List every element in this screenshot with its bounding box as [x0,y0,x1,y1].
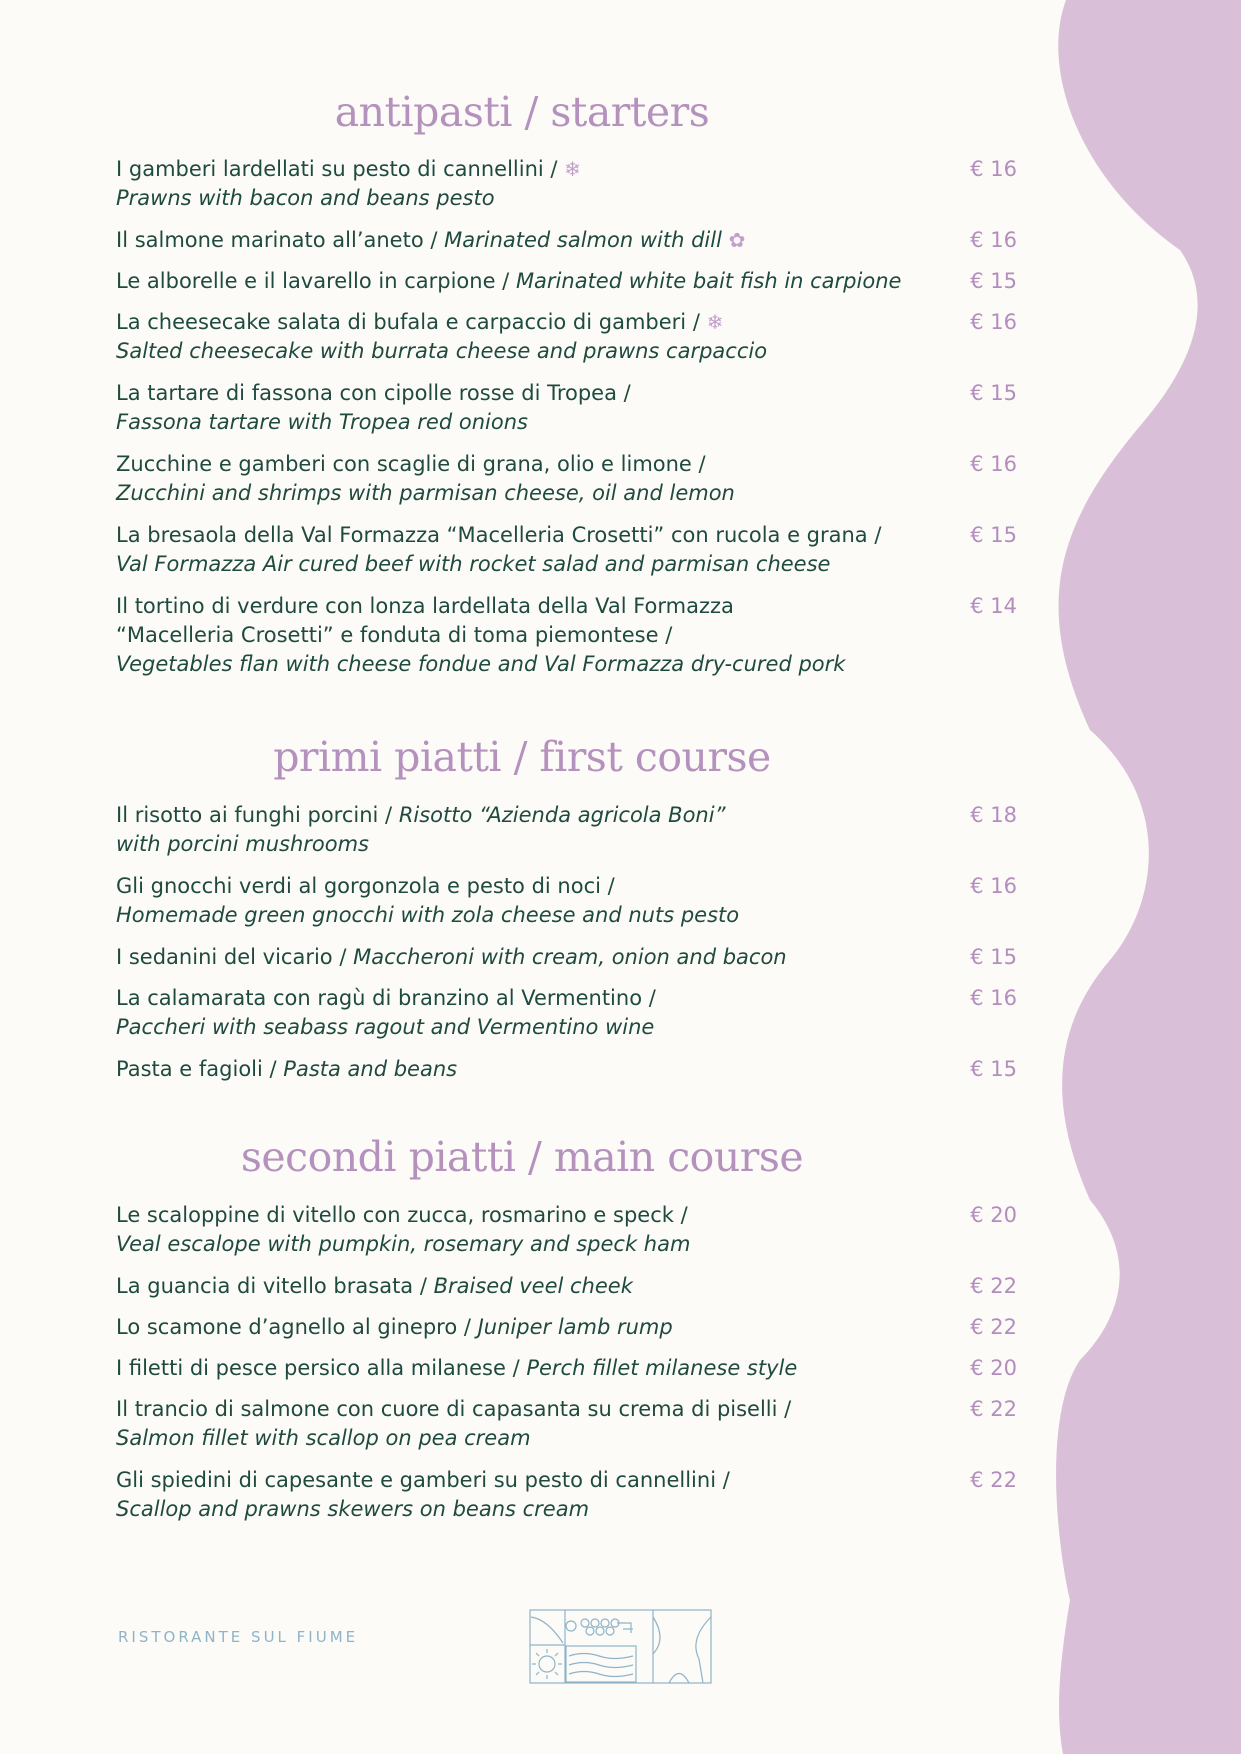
item-name-it: La tartare di fassona con cipolle rosse di Tropea / [116,381,631,405]
item-price: € 22 [970,1468,1017,1492]
section-title-secondi: secondi piatti / main course [240,1133,804,1181]
menu-item [116,1055,1016,1084]
menu-item [116,592,1016,679]
item-name-it: Zucchine e gamberi con scaglie di grana, olio e limone / [116,452,706,476]
item-price: € 18 [970,803,1017,827]
item-name-en: Perch fillet milanese style [526,1356,798,1380]
flower-icon: ✿ [728,228,746,252]
item-name-it: Gli spiedini di capesante e gamberi su pesto di cannellini / [116,1468,730,1492]
item-name-en: Marinated salmon with dill [444,228,722,252]
menu-item [116,1272,1016,1301]
menu-item [116,521,1016,579]
item-name-it: Lo scamone d’agnello al ginepro / [116,1315,471,1339]
section-title-antipasti: antipasti / starters [334,88,710,136]
restaurant-name: RISTORANTE SUL FIUME [118,1628,359,1646]
item-name-en: Marinated white bait fish in carpione [515,269,902,293]
menu-item [116,801,1016,859]
item-name-it: La calamarata con ragù di branzino al Vermentino / [116,986,656,1010]
item-name-en: Fassona tartare with Tropea red onions [116,410,528,434]
item-price: € 22 [970,1274,1017,1298]
item-price: € 20 [970,1356,1017,1380]
item-name-en: Risotto “Azienda agricola Boni” with porcini mushrooms [116,803,726,856]
item-name-it: Gli gnocchi verdi al gorgonzola e pesto di noci / [116,874,615,898]
menu-item [116,943,1016,972]
item-name-it: I sedanini del vicario / [116,945,347,969]
item-name-it: Le alborelle e il lavarello in carpione / [116,269,510,293]
item-name-en: Zucchini and shrimps with parmisan cheese, oil and lemon [116,481,735,505]
menu-item [116,1354,1016,1383]
menu-item [116,267,1016,296]
item-name-it: La cheesecake salata di bufala e carpaccio di gamberi / [116,310,700,334]
item-name-it: I gamberi lardellati su pesto di cannellini / [116,157,558,181]
menu-item [116,155,1016,213]
menu-item [116,872,1016,930]
item-price: € 22 [970,1315,1017,1339]
item-name-en: Maccheroni with cream, onion and bacon [353,945,787,969]
item-price: € 20 [970,1203,1017,1227]
menu-item [116,1466,1016,1524]
section-title-primi: primi piatti / first course [273,733,771,781]
item-name-it: I filetti di pesce persico alla milanese / [116,1356,520,1380]
restaurant-logo-icon [529,1609,712,1684]
item-name-en: Braised veel cheek [433,1274,633,1298]
item-name-en: Scallop and prawns skewers on beans cream [116,1497,590,1521]
item-name-en: Homemade green gnocchi with zola cheese and nuts pesto [116,903,740,927]
item-price: € 16 [970,874,1017,898]
item-name-it: Il tortino di verdure con lonza lardellata della Val Formazza “Macelleria Crosetti” e fonduta di toma piemontese / [116,594,734,647]
item-price: € 15 [970,945,1017,969]
item-name-it: Il salmone marinato all’aneto / [116,228,438,252]
menu-item [116,226,1016,255]
menu-item [116,308,1016,366]
menu-item [116,379,1016,437]
item-price: € 22 [970,1397,1017,1421]
item-name-en: Vegetables flan with cheese fondue and Val Formazza dry-cured pork [116,652,846,676]
snowflake-icon: ❄ [564,157,581,181]
menu-item [116,450,1016,508]
item-name-en: Salmon fillet with scallop on pea cream [116,1426,531,1450]
item-name-en: Paccheri with seabass ragout and Vermentino wine [116,1015,655,1039]
item-name-en: Juniper lamb rump [477,1315,673,1339]
item-price: € 15 [970,381,1017,405]
menu-item [116,1313,1016,1342]
item-price: € 14 [970,594,1017,618]
item-price: € 15 [970,269,1017,293]
item-name-it: Le scaloppine di vitello con zucca, rosmarino e speck / [116,1203,688,1227]
item-name-en: Salted cheesecake with burrata cheese and prawns carpaccio [116,339,768,363]
item-price: € 15 [970,523,1017,547]
item-name-en: Val Formazza Air cured beef with rocket salad and parmisan cheese [116,552,831,576]
item-price: € 16 [970,452,1017,476]
snowflake-icon: ❄ [706,310,724,334]
menu-item [116,1395,1016,1453]
item-name-it: Il trancio di salmone con cuore di capasanta su crema di piselli / [116,1397,792,1421]
item-name-it: La bresaola della Val Formazza “Macelleria Crosetti” con rucola e grana / [116,523,882,547]
item-name-it: Pasta e fagioli / [116,1057,277,1081]
item-name-en: Veal escalope with pumpkin, rosemary and speck ham [116,1232,691,1256]
item-price: € 16 [970,157,1017,181]
item-price: € 16 [970,228,1017,252]
menu-item [116,1201,1016,1259]
item-price: € 15 [970,1057,1017,1081]
item-price: € 16 [970,986,1017,1010]
item-name-en: Pasta and beans [283,1057,458,1081]
item-name-it: La guancia di vitello brasata / [116,1274,427,1298]
menu-item [116,984,1016,1042]
item-name-it: Il risotto ai funghi porcini / [116,803,393,827]
item-price: € 16 [970,310,1017,334]
item-name-en: Prawns with bacon and beans pesto [116,186,495,210]
